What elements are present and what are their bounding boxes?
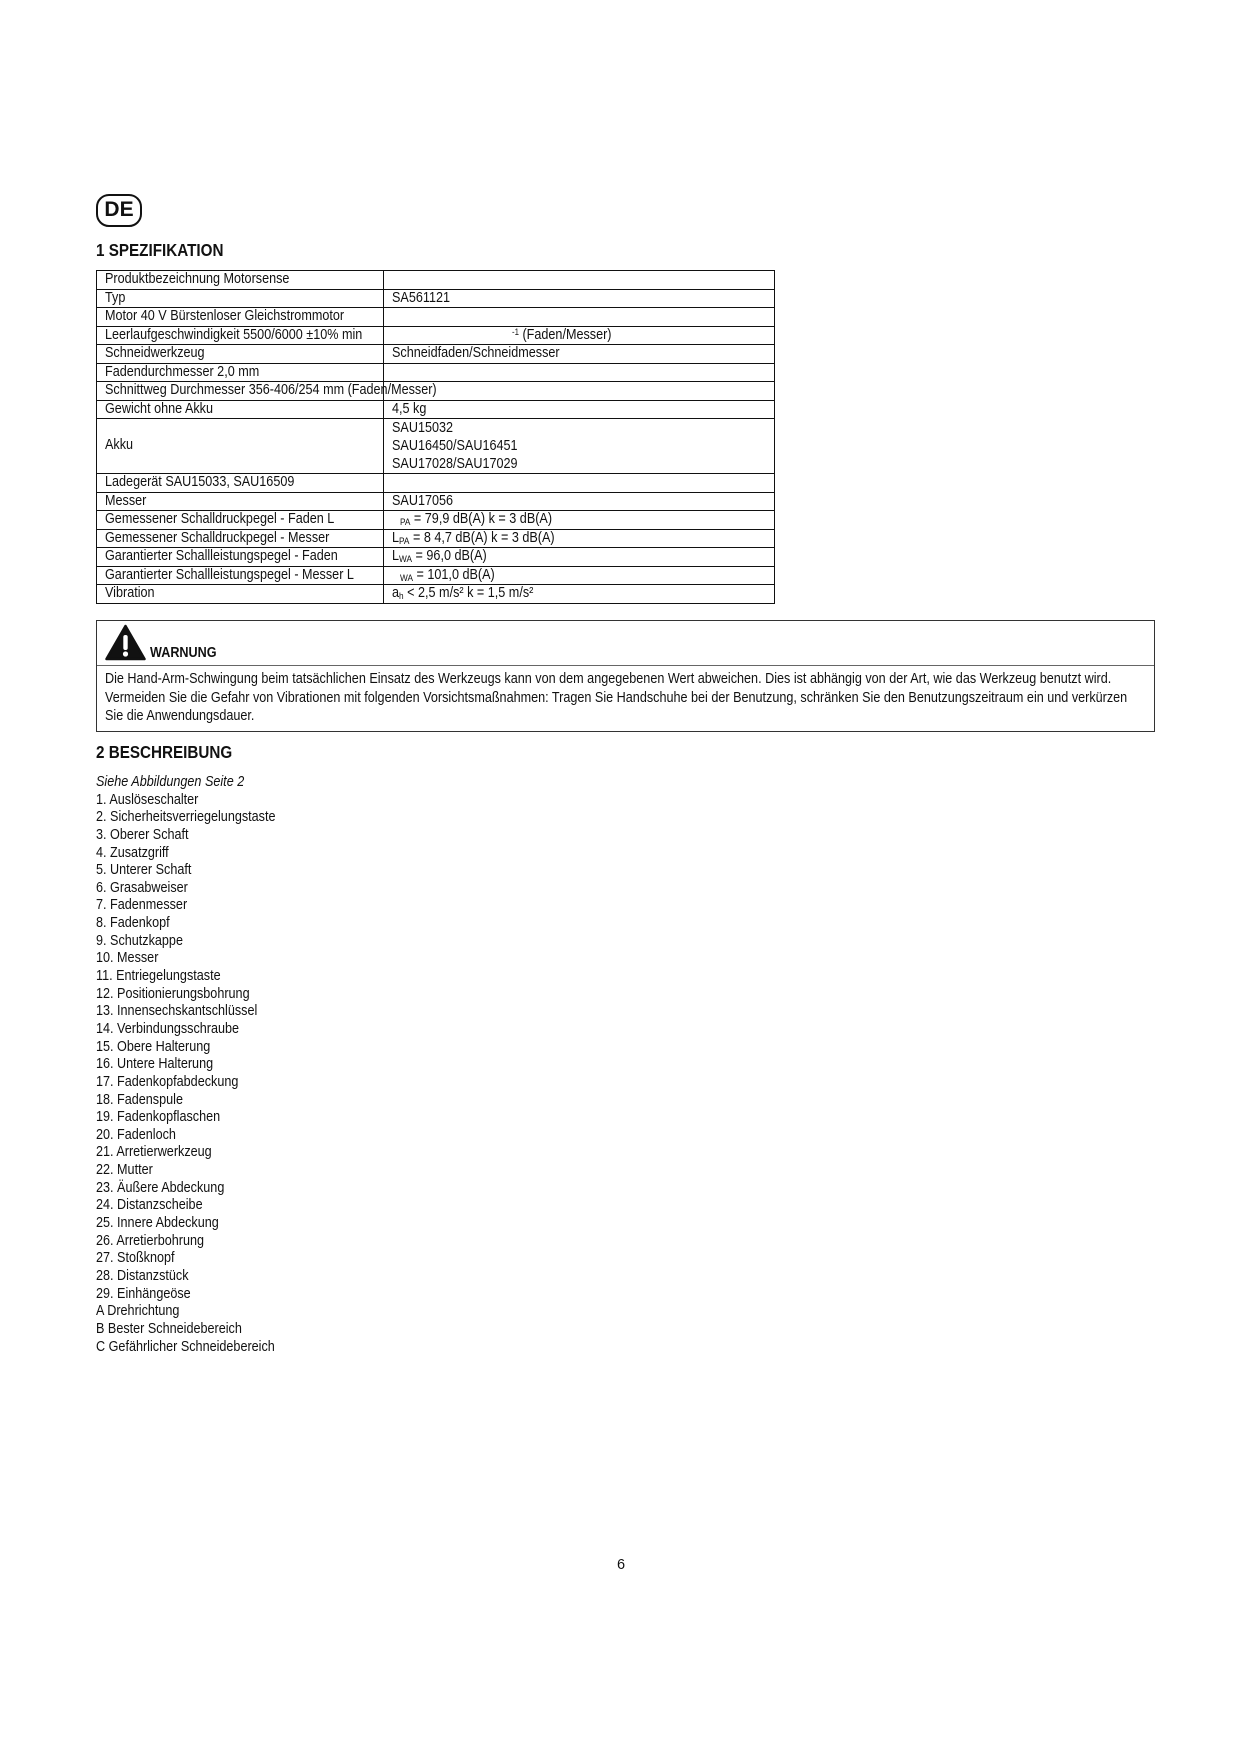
language-badge-label: DE — [104, 198, 134, 221]
spec-label: Fadendurchmesser 2,0 mm — [105, 363, 260, 380]
list-item — [96, 915, 302, 933]
spec-value-cell — [384, 585, 774, 603]
spec-value-cell — [384, 364, 774, 382]
spec-value: SA561121 — [392, 289, 450, 306]
list-item-text: 27. Stoßknopf — [96, 1250, 175, 1267]
list-item-text: 9. Schutzkappe — [96, 932, 183, 949]
description-list — [96, 774, 302, 1356]
spec-row — [97, 401, 774, 420]
spec-row — [97, 271, 774, 290]
spec-label: Schnittweg Durchmesser 356-406/254 mm (Faden/Messer) — [105, 382, 437, 398]
spec-row — [97, 585, 774, 604]
warning-line — [105, 670, 1148, 689]
spec-label-cell — [97, 567, 384, 585]
spec-value-symbol: L — [392, 529, 400, 546]
list-item — [96, 933, 302, 951]
list-item — [96, 1197, 302, 1215]
spec-value-text: = 101,0 dB(A) — [413, 566, 495, 583]
list-item-text: 16. Untere Halterung — [96, 1056, 214, 1073]
spec-label: Leerlaufgeschwindigkeit 5500/6000 ±10% min — [105, 326, 363, 343]
spec-value-cell — [384, 290, 774, 308]
list-item-text: 29. Einhängeöse — [96, 1285, 191, 1302]
list-item-text: 25. Innere Abdeckung — [96, 1215, 219, 1232]
warning-header — [97, 621, 1154, 666]
spec-label: Motor 40 V Bürstenloser Gleichstrommotor — [105, 308, 345, 324]
list-item-text: 10. Messer — [96, 950, 159, 967]
spec-row — [97, 548, 774, 567]
spec-value: SAU15032 — [392, 420, 454, 436]
list-item-text: 19. Fadenkopflaschen — [96, 1109, 221, 1126]
spec-label: Gemessener Schalldruckpegel - Messer — [105, 529, 330, 546]
list-item — [96, 1286, 302, 1304]
spec-value-cell — [384, 474, 774, 492]
spec-value — [392, 548, 487, 567]
spec-value-subscript: PA — [399, 535, 410, 547]
spec-value-text: = 8 4,7 dB(A) k = 3 dB(A) — [409, 529, 555, 546]
list-item-text: C Gefährlicher Schneidebereich — [96, 1338, 275, 1355]
list-item — [96, 1039, 302, 1057]
list-item — [96, 897, 302, 915]
spec-label: Gemessener Schalldruckpegel - Faden L — [105, 511, 335, 527]
spec-label-cell — [97, 585, 384, 603]
list-item — [96, 968, 302, 986]
spec-value: SAU16450/SAU16451 — [392, 438, 518, 454]
spec-value-subscript: WA — [399, 554, 413, 565]
list-item-text: 12. Positionierungsbohrung — [96, 985, 250, 1002]
list-item-text: 3. Oberer Schaft — [96, 826, 189, 843]
spec-label-cell — [97, 474, 384, 492]
spec-row — [97, 290, 774, 309]
warning-line-text: Die Hand-Arm-Schwingung beim tatsächlichen Einsatz des Werkzeugs kann von dem angegebenen Wert abweichen. Dies ist abhängig von der Art, wie das Werkzeug benutzt wird. — [105, 671, 1112, 687]
list-item-text: 21. Arretierwerkzeug — [96, 1144, 212, 1161]
spec-label-cell — [97, 308, 384, 326]
spec-value-text: = 96,0 dB(A) — [412, 548, 487, 564]
spec-value — [392, 530, 555, 549]
spec-value-cell — [384, 567, 774, 585]
spec-row — [97, 567, 774, 586]
list-item — [96, 1180, 302, 1198]
list-item-text: 22. Mutter — [96, 1162, 153, 1179]
spec-value-subscript: PA — [400, 517, 411, 528]
list-item-text: 2. Sicherheitsverriegelungstaste — [96, 809, 276, 826]
list-item — [96, 1162, 302, 1180]
spec-value-cell — [384, 401, 774, 419]
list-item — [96, 1303, 302, 1321]
list-item-text: B Bester Schneidebereich — [96, 1320, 242, 1337]
spec-value-text: (Faden/Messer) — [518, 326, 612, 343]
spec-value-text: < 2,5 m/s² k = 1,5 m/s² — [403, 585, 534, 601]
list-item-text: 15. Obere Halterung — [96, 1038, 211, 1055]
list-item — [96, 1074, 302, 1092]
list-item-text: 18. Fadenspule — [96, 1091, 183, 1108]
spec-row — [97, 419, 774, 474]
spec-value-line — [392, 419, 774, 437]
page-number-text: 6 — [617, 1557, 626, 1573]
list-item-text: 26. Arretierbohrung — [96, 1232, 205, 1249]
spec-label-cell — [97, 548, 384, 566]
spec-value-line — [392, 455, 774, 473]
list-item — [96, 1021, 302, 1039]
spec-value-cell — [384, 327, 774, 345]
spec-value-line — [392, 437, 774, 455]
warning-line-text: Vermeiden Sie die Gefahr von Vibrationen mit folgenden Vorsichtsmaßnahmen: Tragen Sie Handschuhe bei der Benutzung, schränken Sie den Benutzungszeitraum ein und verkürzen — [105, 689, 1128, 706]
warning-text — [105, 670, 1148, 726]
warning-box — [96, 620, 1155, 732]
spec-row — [97, 493, 774, 512]
spec-value: SAU17056 — [392, 492, 454, 509]
spec-value-cell — [384, 493, 774, 511]
list-item — [96, 1092, 302, 1110]
warning-line — [105, 689, 1148, 708]
spec-label: Gewicht ohne Akku — [105, 400, 214, 417]
spec-value-cell — [384, 271, 774, 289]
spec-value-subscript: h — [399, 591, 404, 602]
spec-value-symbol: L — [392, 548, 400, 564]
warning-line — [105, 707, 1148, 726]
spec-label: Typ — [105, 289, 126, 306]
spec-label-cell — [97, 530, 384, 548]
figure-reference-note — [96, 774, 302, 792]
list-item — [96, 1268, 302, 1286]
spec-heading — [96, 240, 243, 260]
spec-label: Schneidwerkzeug — [105, 345, 205, 361]
spec-value-cell — [384, 308, 774, 326]
list-item — [96, 1144, 302, 1162]
spec-value: 4,5 kg — [392, 400, 427, 417]
list-item — [96, 950, 302, 968]
list-item-text: 28. Distanzstück — [96, 1267, 189, 1284]
spec-label: Garantierter Schallleistungspegel - Messer L — [105, 566, 354, 583]
spec-label-cell — [97, 401, 384, 419]
spec-label: Akku — [105, 437, 134, 454]
spec-label: Ladegerät SAU15033, SAU16509 — [105, 474, 295, 490]
spec-value-symbol: a — [392, 585, 400, 601]
list-item-text: 24. Distanzscheibe — [96, 1197, 203, 1214]
spec-label-cell — [97, 419, 384, 473]
warning-triangle-icon — [105, 624, 146, 661]
list-item — [96, 809, 302, 827]
spec-label-cell — [97, 290, 384, 308]
list-item — [96, 862, 302, 880]
spec-row — [97, 364, 774, 383]
list-item-text: 8. Fadenkopf — [96, 915, 170, 932]
spec-value — [400, 567, 495, 586]
list-item — [96, 1056, 302, 1074]
list-item-text: 5. Unterer Schaft — [96, 862, 192, 879]
spec-table — [96, 270, 775, 604]
spec-row — [97, 530, 774, 549]
spec-value-subscript: WA — [400, 572, 414, 584]
description-heading — [96, 742, 253, 762]
spec-value-cell — [384, 548, 774, 566]
spec-value-cell — [384, 511, 774, 529]
list-item — [96, 1233, 302, 1251]
spec-row — [97, 345, 774, 364]
page-number — [617, 1556, 625, 1574]
list-item — [96, 1321, 302, 1339]
list-item — [96, 880, 302, 898]
list-item-text: 1. Auslöseschalter — [96, 791, 199, 808]
spec-label-cell — [97, 364, 384, 382]
list-item-text: A Drehrichtung — [96, 1303, 180, 1320]
list-item-text: 6. Grasabweiser — [96, 879, 188, 896]
spec-label-cell — [97, 345, 384, 363]
spec-value-cell — [384, 345, 774, 363]
spec-label-cell — [97, 271, 384, 289]
language-badge — [96, 194, 142, 227]
list-item — [96, 1215, 302, 1233]
list-item — [96, 845, 302, 863]
list-item — [96, 1109, 302, 1127]
list-item — [96, 1250, 302, 1268]
list-item-text: 11. Entriegelungstaste — [96, 968, 221, 985]
list-item-text: 23. Äußere Abdeckung — [96, 1179, 225, 1196]
list-item — [96, 1003, 302, 1021]
description-heading-text: 2 BESCHREIBUNG — [96, 742, 233, 762]
spec-value: SAU17028/SAU17029 — [392, 456, 518, 472]
list-item — [96, 792, 302, 810]
list-item-text: 4. Zusatzgriff — [96, 844, 169, 861]
list-item-text: 20. Fadenloch — [96, 1126, 176, 1143]
list-item — [96, 1127, 302, 1145]
spec-value: Schneidfaden/Schneidmesser — [392, 345, 560, 361]
spec-label: Garantierter Schallleistungspegel - Faden — [105, 548, 338, 564]
warning-line-text: Sie die Anwendungsdauer. — [105, 708, 255, 724]
spec-heading-text: 1 SPEZIFIKATION — [96, 240, 224, 260]
spec-value — [400, 511, 552, 530]
spec-row — [97, 382, 774, 401]
list-item-text: 13. Innensechskantschlüssel — [96, 1003, 258, 1020]
spec-label-cell — [97, 511, 384, 529]
spec-value-cell — [384, 382, 774, 400]
list-item-text: 14. Verbindungsschraube — [96, 1020, 240, 1037]
spec-value-cell — [384, 530, 774, 548]
spec-label-cell — [97, 493, 384, 511]
figure-reference-text: Siehe Abbildungen Seite 2 — [96, 774, 245, 790]
spec-value-superscript: -1 — [512, 326, 519, 337]
spec-row — [97, 511, 774, 530]
warning-title — [150, 644, 227, 662]
spec-value-cell — [384, 419, 774, 473]
spec-label-cell — [97, 327, 384, 345]
spec-row — [97, 474, 774, 493]
spec-row — [97, 308, 774, 327]
list-item — [96, 827, 302, 845]
spec-label-cell — [97, 382, 437, 400]
spec-label: Produktbezeichnung Motorsense — [105, 271, 290, 287]
spec-label: Messer — [105, 492, 147, 509]
spec-value-text: = 79,9 dB(A) k = 3 dB(A) — [410, 511, 553, 527]
spec-label: Vibration — [105, 585, 155, 601]
list-item-text: 17. Fadenkopfabdeckung — [96, 1073, 239, 1090]
spec-row — [97, 327, 774, 346]
warning-title-text: WARNUNG — [150, 645, 217, 661]
spec-value — [512, 327, 612, 346]
spec-value — [392, 585, 533, 604]
list-item-text: 7. Fadenmesser — [96, 897, 188, 914]
list-item — [96, 1339, 302, 1357]
list-item — [96, 986, 302, 1004]
